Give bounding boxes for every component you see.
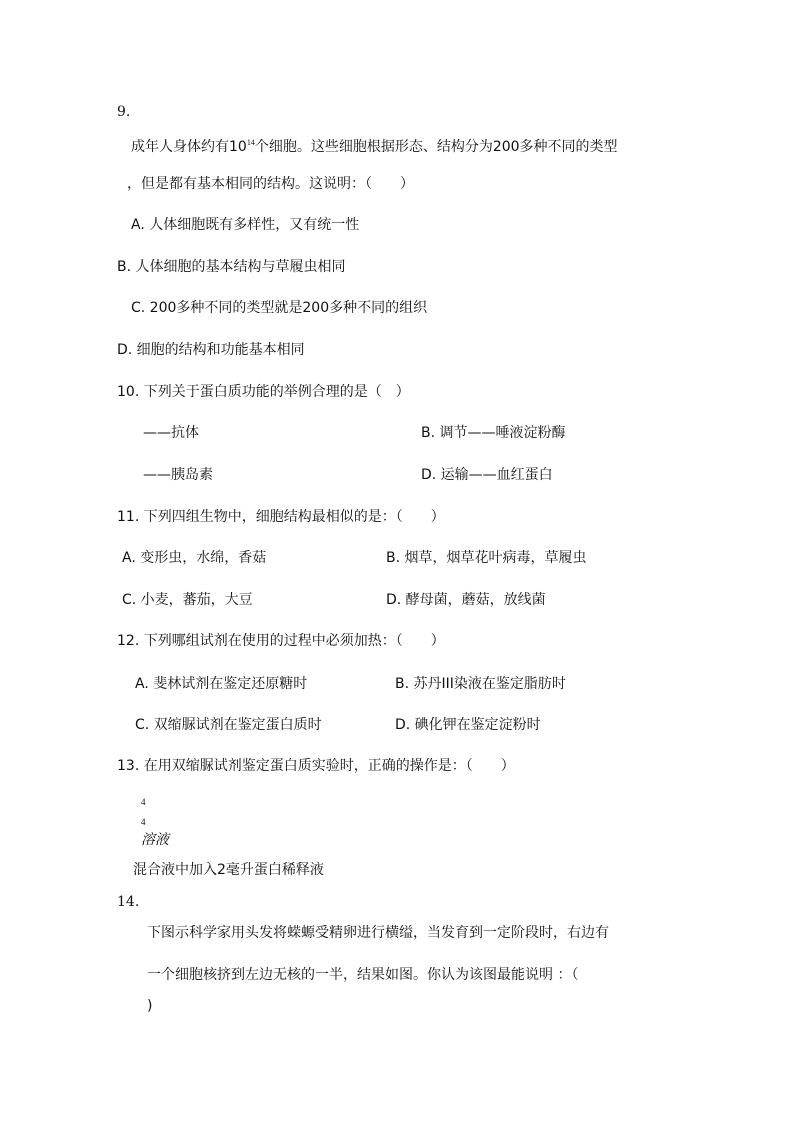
q13-stem: 13. 在用双缩脲试剂鉴定蛋白质实验时，正确的操作是：（ ） [117,758,515,774]
q9-stem-exponent: 14 [246,138,255,147]
q9-stem-line2: ，但是都有基本相同的结构。这说明：（ ） [127,176,414,192]
q13-fragment-1: 4 [141,797,146,807]
q11-option-d: D. 酵母菌，蘑菇，放线菌 [386,592,546,608]
q10-option-b: B. 调节——唾液淀粉酶 [421,425,566,441]
q14-stem-line2: 一个细胞核挤到左边无核的一半，结果如图。你认为该图最能说明 ：（ [147,967,579,983]
q12-option-a: A. 斐林试剂在鉴定还原糖时 [135,676,308,692]
q13-fragment-2: 4 [141,817,146,827]
q11-option-a: A. 变形虫，水绵，香菇 [122,550,267,566]
q11-option-b: B. 烟草，烟草花叶病毒，草履虫 [386,550,587,566]
q14-stem-line1: 下图示科学家用头发将蝾螈受精卵进行横缢，当发育到一定阶段时，右边有 [147,925,609,941]
q12-option-c: C. 双缩脲试剂在鉴定蛋白质时 [135,717,322,733]
q9-stem-line1-b: 个细胞。这些细胞根据形态、结构分为200多种不同的类型 [254,139,618,155]
q13-fragment-3: 溶液 [141,832,169,848]
q14-number: 14. [117,894,140,910]
q9-option-b: B. 人体细胞的基本结构与草履虫相同 [117,259,346,275]
q9-option-a: A. 人体细胞既有多样性，又有统一性 [131,217,360,233]
q9-option-d: D. 细胞的结构和功能基本相同 [117,342,305,358]
q12-option-d: D. 碘化钾在鉴定淀粉时 [395,717,541,733]
q10-option-a: ——抗体 [143,425,199,441]
q9-number: 9. [117,104,131,120]
q13-fragment-4: 混合液中加入2毫升蛋白稀释液 [133,862,324,878]
q11-option-c: C. 小麦，蕃茄，大豆 [122,592,253,608]
q9-stem-line1-a: 成年人身体约有10 [131,139,247,155]
q14-stem-line3: ) [147,998,153,1014]
q10-option-d: D. 运输——血红蛋白 [421,467,553,483]
q11-stem: 11. 下列四组生物中，细胞结构最相似的是：（ ） [117,509,445,525]
q12-option-b: B. 苏丹III染液在鉴定脂肪时 [395,676,566,692]
q9-option-c: C. 200多种不同的类型就是200多种不同的组织 [131,300,428,316]
q9-stem-line1 [131,134,618,156]
q10-option-c: ——胰岛素 [143,467,213,483]
q12-stem: 12. 下列哪组试剂在使用的过程中必须加热：（ ） [117,633,445,649]
q10-stem: 10. 下列关于蛋白质功能的举例合理的是（ ） [117,384,410,400]
